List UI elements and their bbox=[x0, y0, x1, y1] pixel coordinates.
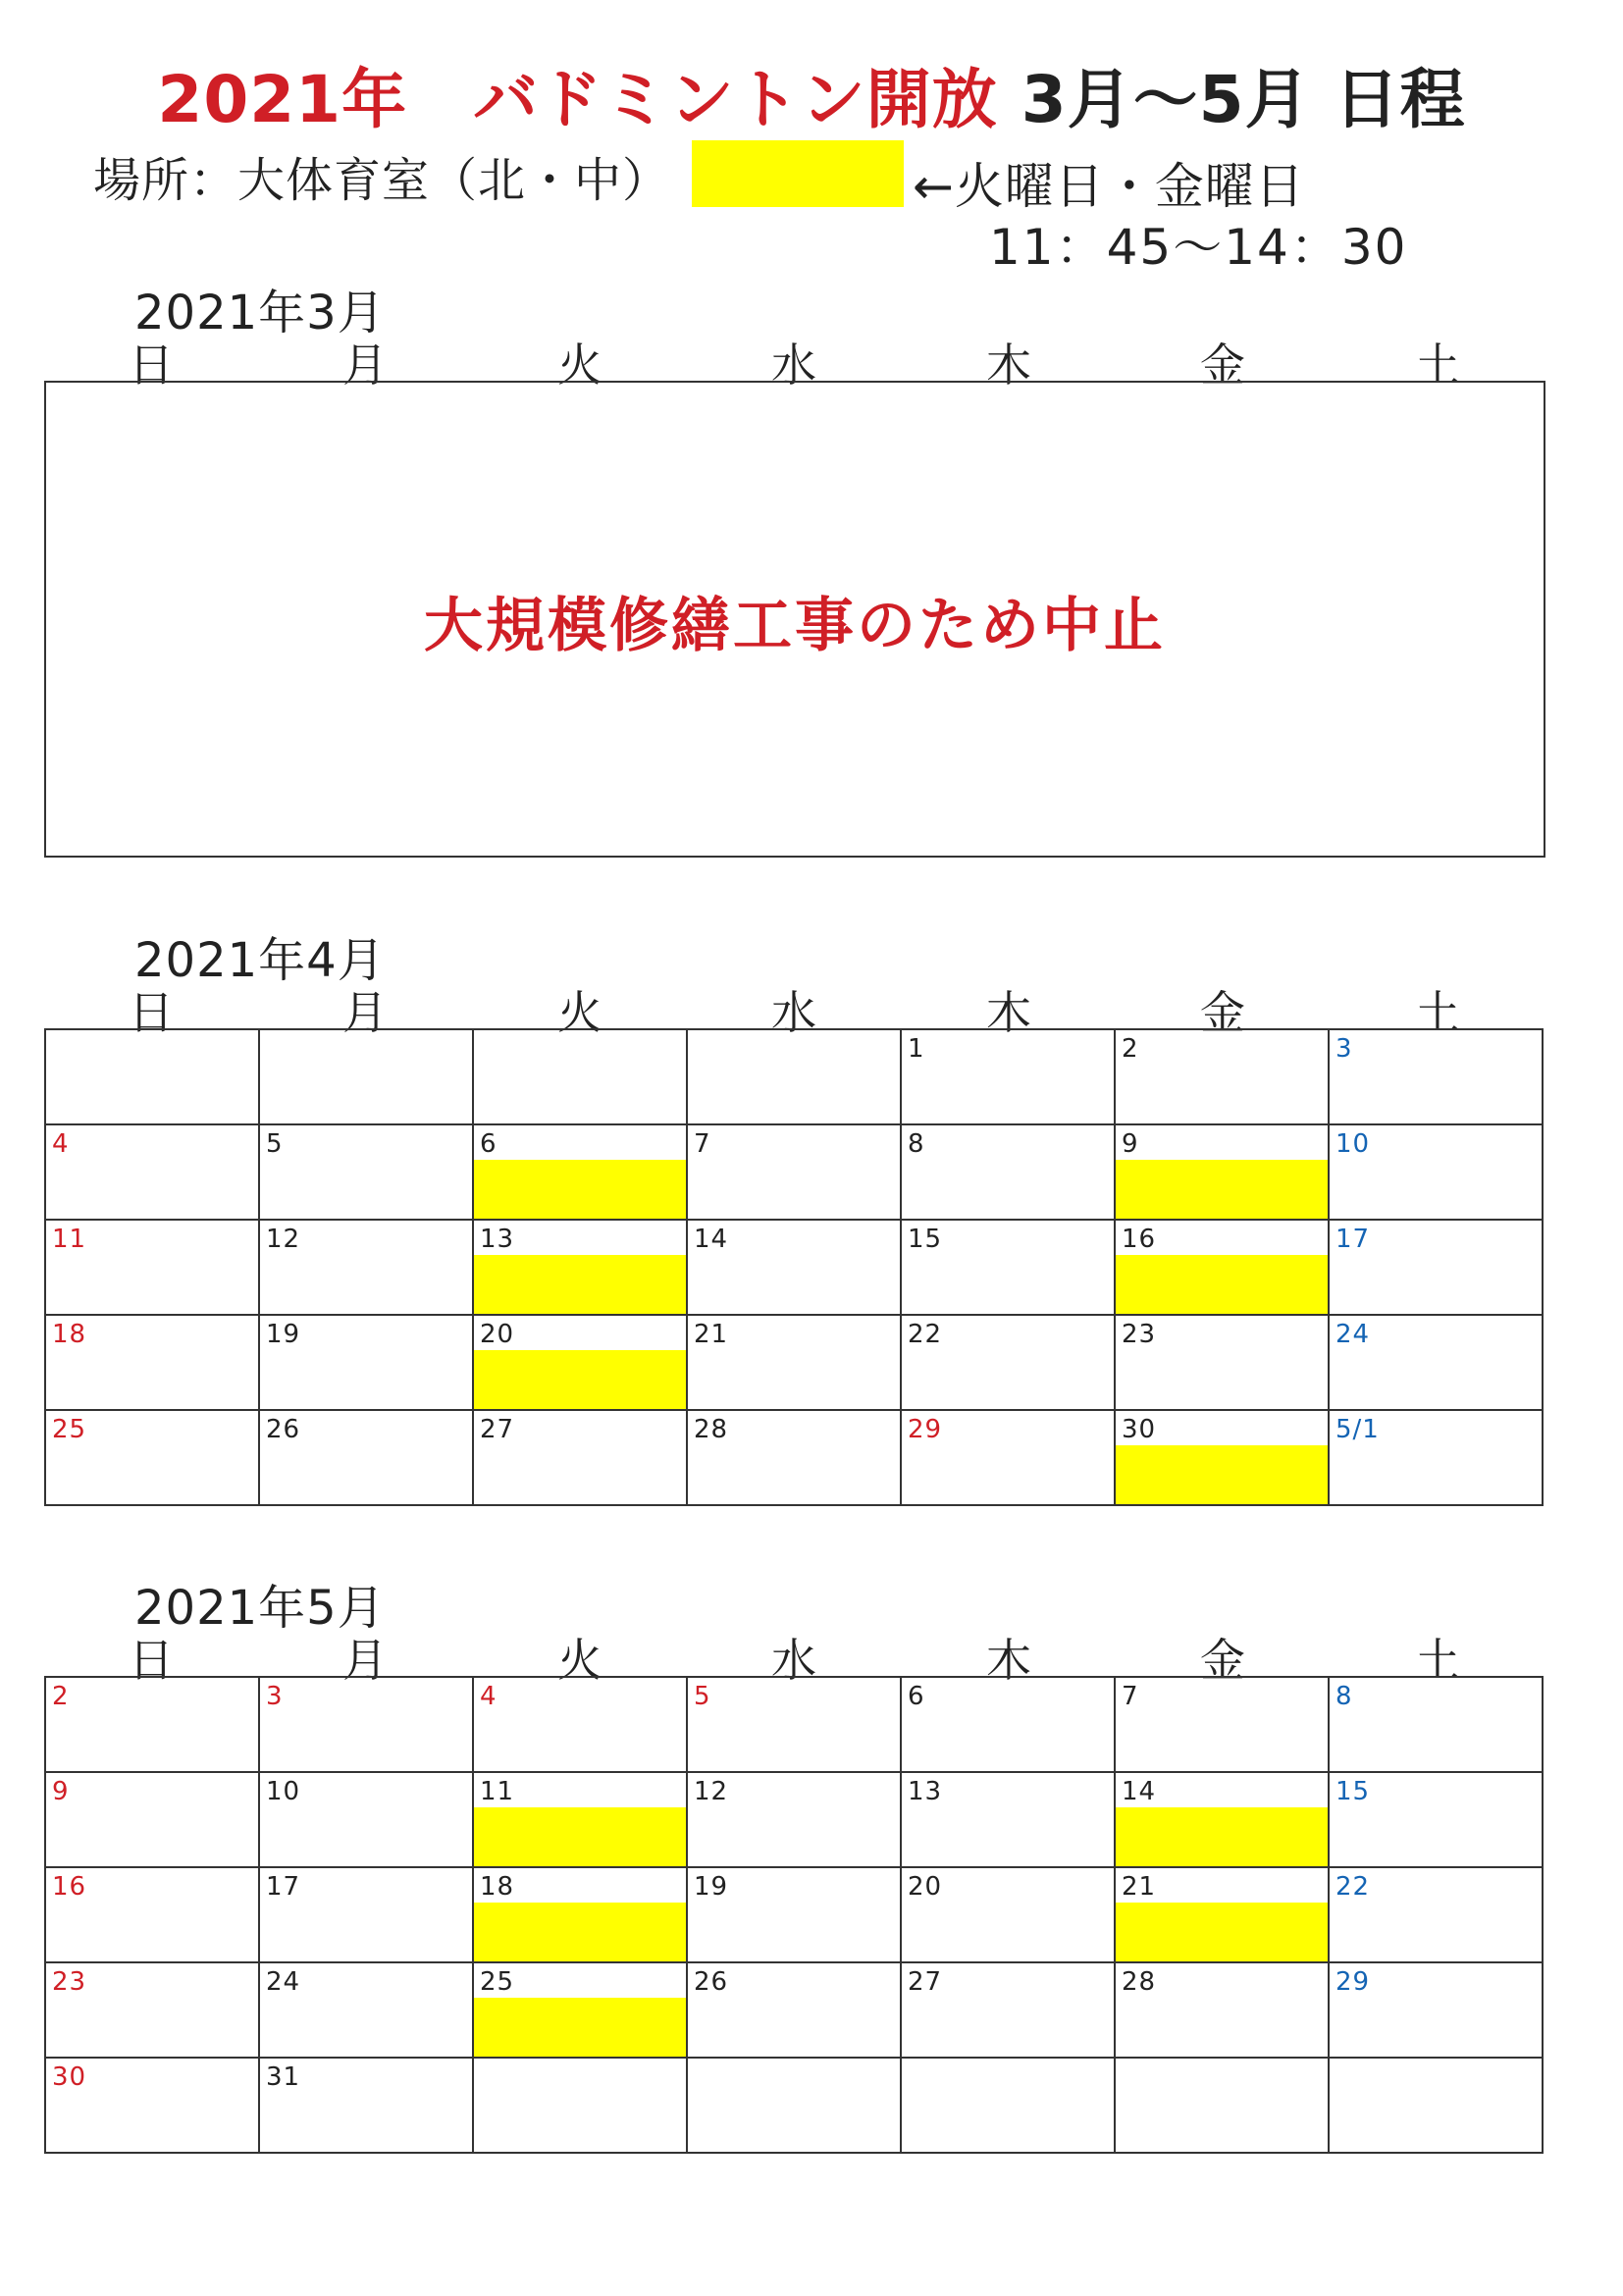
day-number: 29 bbox=[908, 1415, 943, 1444]
calendar-day-cell bbox=[901, 1677, 1115, 1772]
weekday-label: 土 bbox=[1415, 339, 1460, 391]
day-number: 8 bbox=[908, 1129, 925, 1159]
calendar-day-cell bbox=[259, 1315, 473, 1410]
calendar-day-cell bbox=[45, 1772, 259, 1867]
open-day-highlight bbox=[474, 1807, 686, 1866]
day-number: 7 bbox=[694, 1129, 711, 1159]
day-number: 19 bbox=[266, 1320, 301, 1349]
calendar-day-cell bbox=[901, 1867, 1115, 1962]
day-number: 4 bbox=[52, 1129, 70, 1159]
calendar-day-cell bbox=[45, 1410, 259, 1505]
weekday-header bbox=[44, 1625, 1545, 1687]
day-number: 23 bbox=[1122, 1320, 1157, 1349]
open-day-highlight bbox=[1116, 1807, 1328, 1866]
legend-time: 11：45～14：30 bbox=[989, 219, 1408, 276]
calendar-day-cell bbox=[1115, 1677, 1329, 1772]
day-number: 24 bbox=[1335, 1320, 1371, 1349]
calendar-day-cell bbox=[1115, 1124, 1329, 1220]
calendar-day-cell bbox=[259, 1410, 473, 1505]
calendar-day-cell bbox=[1329, 1220, 1543, 1315]
day-number: 18 bbox=[52, 1320, 87, 1349]
weekday-header bbox=[44, 330, 1545, 389]
calendar-day-cell bbox=[901, 1029, 1115, 1124]
day-number: 2 bbox=[1122, 1034, 1139, 1064]
day-number: 29 bbox=[1335, 1967, 1371, 1997]
calendar-empty-cell bbox=[473, 2058, 687, 2153]
day-number: 10 bbox=[1335, 1129, 1371, 1159]
day-number: 13 bbox=[908, 1777, 943, 1806]
day-number: 30 bbox=[52, 2062, 87, 2092]
day-number: 16 bbox=[52, 1872, 87, 1902]
calendar-day-cell bbox=[473, 1124, 687, 1220]
weekday-label: 木 bbox=[986, 986, 1031, 1039]
day-number: 27 bbox=[908, 1967, 943, 1997]
calendar-week-row bbox=[45, 1410, 1543, 1505]
day-number: 10 bbox=[266, 1777, 301, 1806]
calendar-empty-cell bbox=[687, 2058, 901, 2153]
calendar-day-cell bbox=[1115, 1772, 1329, 1867]
calendar-day-cell bbox=[901, 1315, 1115, 1410]
calendar-week-row bbox=[45, 1772, 1543, 1867]
calendar-day-cell bbox=[45, 1315, 259, 1410]
weekday-label: 日 bbox=[129, 1634, 174, 1687]
calendar-week-row bbox=[45, 1867, 1543, 1962]
march-closed-box bbox=[44, 381, 1545, 858]
day-number: 7 bbox=[1122, 1682, 1139, 1711]
day-number: 3 bbox=[266, 1682, 284, 1711]
calendar-day-cell bbox=[1115, 1029, 1329, 1124]
month-title: 2021年4月 bbox=[134, 933, 386, 988]
calendar-day-cell bbox=[1329, 1962, 1543, 2058]
day-number: 17 bbox=[266, 1872, 301, 1902]
day-number: 24 bbox=[266, 1967, 301, 1997]
weekday-label: 金 bbox=[1200, 339, 1245, 391]
weekday-label: 木 bbox=[986, 1634, 1031, 1687]
calendar-day-cell bbox=[687, 1410, 901, 1505]
calendar-day-cell bbox=[259, 2058, 473, 2153]
calendar-day-cell bbox=[901, 1772, 1115, 1867]
weekday-label: 水 bbox=[771, 1634, 816, 1687]
calendar-week-row bbox=[45, 1220, 1543, 1315]
weekday-label: 木 bbox=[986, 339, 1031, 391]
weekday-label: 水 bbox=[771, 986, 816, 1039]
calendar-empty-cell bbox=[901, 2058, 1115, 2153]
day-number: 21 bbox=[1122, 1872, 1157, 1902]
weekday-label: 水 bbox=[771, 339, 816, 391]
day-number: 11 bbox=[480, 1777, 515, 1806]
calendar-empty-cell bbox=[1329, 2058, 1543, 2153]
day-number: 26 bbox=[266, 1415, 301, 1444]
day-number: 9 bbox=[52, 1777, 70, 1806]
calendar-day-cell bbox=[1115, 1315, 1329, 1410]
day-number: 28 bbox=[694, 1415, 729, 1444]
month-title: 2021年5月 bbox=[134, 1581, 386, 1636]
weekday-label: 火 bbox=[557, 339, 602, 391]
may-calendar-grid bbox=[44, 1676, 1544, 2154]
calendar-day-cell bbox=[259, 1677, 473, 1772]
weekday-label: 月 bbox=[342, 1634, 388, 1687]
calendar-day-cell bbox=[1115, 1962, 1329, 2058]
page-title bbox=[0, 47, 1623, 140]
calendar-day-cell bbox=[901, 1124, 1115, 1220]
calendar-week-row bbox=[45, 2058, 1543, 2153]
calendar-day-cell bbox=[1329, 1772, 1543, 1867]
open-day-highlight bbox=[474, 1160, 686, 1219]
calendar-day-cell bbox=[259, 1867, 473, 1962]
day-number: 30 bbox=[1122, 1415, 1157, 1444]
calendar-week-row bbox=[45, 1315, 1543, 1410]
day-number: 12 bbox=[266, 1225, 301, 1254]
calendar-day-cell bbox=[45, 1124, 259, 1220]
day-number: 15 bbox=[1335, 1777, 1371, 1806]
title-main: 2021年 バドミントン開放 bbox=[157, 62, 998, 137]
calendar-day-cell bbox=[259, 1124, 473, 1220]
day-number: 21 bbox=[694, 1320, 729, 1349]
calendar-week-row bbox=[45, 1677, 1543, 1772]
calendar-day-cell bbox=[901, 1410, 1115, 1505]
day-number: 28 bbox=[1122, 1967, 1157, 1997]
calendar-day-cell bbox=[1329, 1677, 1543, 1772]
calendar-day-cell bbox=[1329, 1867, 1543, 1962]
calendar-day-cell bbox=[473, 1677, 687, 1772]
calendar-day-cell bbox=[473, 1220, 687, 1315]
calendar-empty-cell bbox=[259, 1029, 473, 1124]
calendar-day-cell bbox=[1115, 1410, 1329, 1505]
day-number: 17 bbox=[1335, 1225, 1371, 1254]
day-number: 22 bbox=[908, 1320, 943, 1349]
open-day-highlight bbox=[474, 1350, 686, 1409]
calendar-day-cell bbox=[687, 1867, 901, 1962]
weekday-label: 月 bbox=[342, 986, 388, 1039]
day-number: 1 bbox=[908, 1034, 925, 1064]
calendar-day-cell bbox=[687, 1772, 901, 1867]
day-number: 19 bbox=[694, 1872, 729, 1902]
day-number: 18 bbox=[480, 1872, 515, 1902]
calendar-day-cell bbox=[45, 1962, 259, 2058]
calendar-empty-cell bbox=[45, 1029, 259, 1124]
calendar-week-row bbox=[45, 1124, 1543, 1220]
day-number: 8 bbox=[1335, 1682, 1353, 1711]
calendar-day-cell bbox=[1115, 1867, 1329, 1962]
calendar-day-cell bbox=[473, 1962, 687, 2058]
day-number: 12 bbox=[694, 1777, 729, 1806]
day-number: 3 bbox=[1335, 1034, 1353, 1064]
weekday-label: 日 bbox=[129, 339, 174, 391]
month-title: 2021年3月 bbox=[134, 286, 386, 340]
day-number: 5 bbox=[694, 1682, 711, 1711]
day-number: 23 bbox=[52, 1967, 87, 1997]
day-number: 13 bbox=[480, 1225, 515, 1254]
calendar-day-cell bbox=[473, 1315, 687, 1410]
open-day-legend-swatch bbox=[692, 140, 904, 207]
day-number: 5/1 bbox=[1335, 1415, 1380, 1444]
day-number: 4 bbox=[480, 1682, 497, 1711]
calendar-day-cell bbox=[473, 1867, 687, 1962]
calendar-day-cell bbox=[259, 1220, 473, 1315]
day-number: 14 bbox=[1122, 1777, 1157, 1806]
open-day-highlight bbox=[474, 1998, 686, 2057]
weekday-label: 金 bbox=[1200, 1634, 1245, 1687]
day-number: 27 bbox=[480, 1415, 515, 1444]
calendar-day-cell bbox=[1329, 1124, 1543, 1220]
calendar-empty-cell bbox=[473, 1029, 687, 1124]
calendar-day-cell bbox=[1329, 1410, 1543, 1505]
calendar-day-cell bbox=[473, 1410, 687, 1505]
day-number: 20 bbox=[908, 1872, 943, 1902]
calendar-day-cell bbox=[45, 1220, 259, 1315]
calendar-day-cell bbox=[1115, 1220, 1329, 1315]
weekday-label: 火 bbox=[557, 986, 602, 1039]
title-period: 3月～5月 日程 bbox=[997, 62, 1466, 137]
calendar-day-cell bbox=[45, 2058, 259, 2153]
weekday-label: 火 bbox=[557, 1634, 602, 1687]
open-day-highlight bbox=[1116, 1445, 1328, 1504]
open-day-highlight bbox=[474, 1903, 686, 1961]
day-number: 6 bbox=[908, 1682, 925, 1711]
calendar-empty-cell bbox=[687, 1029, 901, 1124]
calendar-day-cell bbox=[901, 1962, 1115, 2058]
day-number: 5 bbox=[266, 1129, 284, 1159]
calendar-day-cell bbox=[901, 1220, 1115, 1315]
day-number: 14 bbox=[694, 1225, 729, 1254]
venue-label: 場所：大体育室（北・中） bbox=[93, 153, 671, 208]
open-day-highlight bbox=[1116, 1160, 1328, 1219]
open-day-highlight bbox=[1116, 1903, 1328, 1961]
day-number: 6 bbox=[480, 1129, 497, 1159]
calendar-day-cell bbox=[687, 1315, 901, 1410]
day-number: 15 bbox=[908, 1225, 943, 1254]
weekday-label: 日 bbox=[129, 986, 174, 1039]
calendar-day-cell bbox=[259, 1772, 473, 1867]
closed-notice: 大規模修繕工事のため中止 bbox=[424, 592, 1166, 660]
day-number: 26 bbox=[694, 1967, 729, 1997]
day-number: 11 bbox=[52, 1225, 87, 1254]
day-number: 31 bbox=[266, 2062, 301, 2092]
open-day-highlight bbox=[474, 1255, 686, 1314]
calendar-day-cell bbox=[687, 1677, 901, 1772]
calendar-day-cell bbox=[259, 1962, 473, 2058]
calendar-day-cell bbox=[45, 1677, 259, 1772]
calendar-day-cell bbox=[687, 1962, 901, 2058]
day-number: 25 bbox=[480, 1967, 515, 1997]
legend-days: ←火曜日・金曜日 bbox=[913, 158, 1305, 215]
calendar-day-cell bbox=[45, 1867, 259, 1962]
calendar-empty-cell bbox=[1115, 2058, 1329, 2153]
open-day-highlight bbox=[1116, 1255, 1328, 1314]
day-number: 22 bbox=[1335, 1872, 1371, 1902]
calendar-day-cell bbox=[687, 1220, 901, 1315]
weekday-label: 土 bbox=[1415, 1634, 1460, 1687]
calendar-day-cell bbox=[473, 1772, 687, 1867]
calendar-week-row bbox=[45, 1962, 1543, 2058]
weekday-label: 土 bbox=[1415, 986, 1460, 1039]
weekday-label: 月 bbox=[342, 339, 388, 391]
day-number: 25 bbox=[52, 1415, 87, 1444]
weekday-label: 金 bbox=[1200, 986, 1245, 1039]
day-number: 9 bbox=[1122, 1129, 1139, 1159]
day-number: 20 bbox=[480, 1320, 515, 1349]
weekday-header bbox=[44, 977, 1545, 1039]
calendar-day-cell bbox=[1329, 1315, 1543, 1410]
calendar-week-row bbox=[45, 1029, 1543, 1124]
day-number: 16 bbox=[1122, 1225, 1157, 1254]
calendar-day-cell bbox=[687, 1124, 901, 1220]
calendar-day-cell bbox=[1329, 1029, 1543, 1124]
day-number: 2 bbox=[52, 1682, 70, 1711]
april-calendar-grid bbox=[44, 1028, 1544, 1506]
